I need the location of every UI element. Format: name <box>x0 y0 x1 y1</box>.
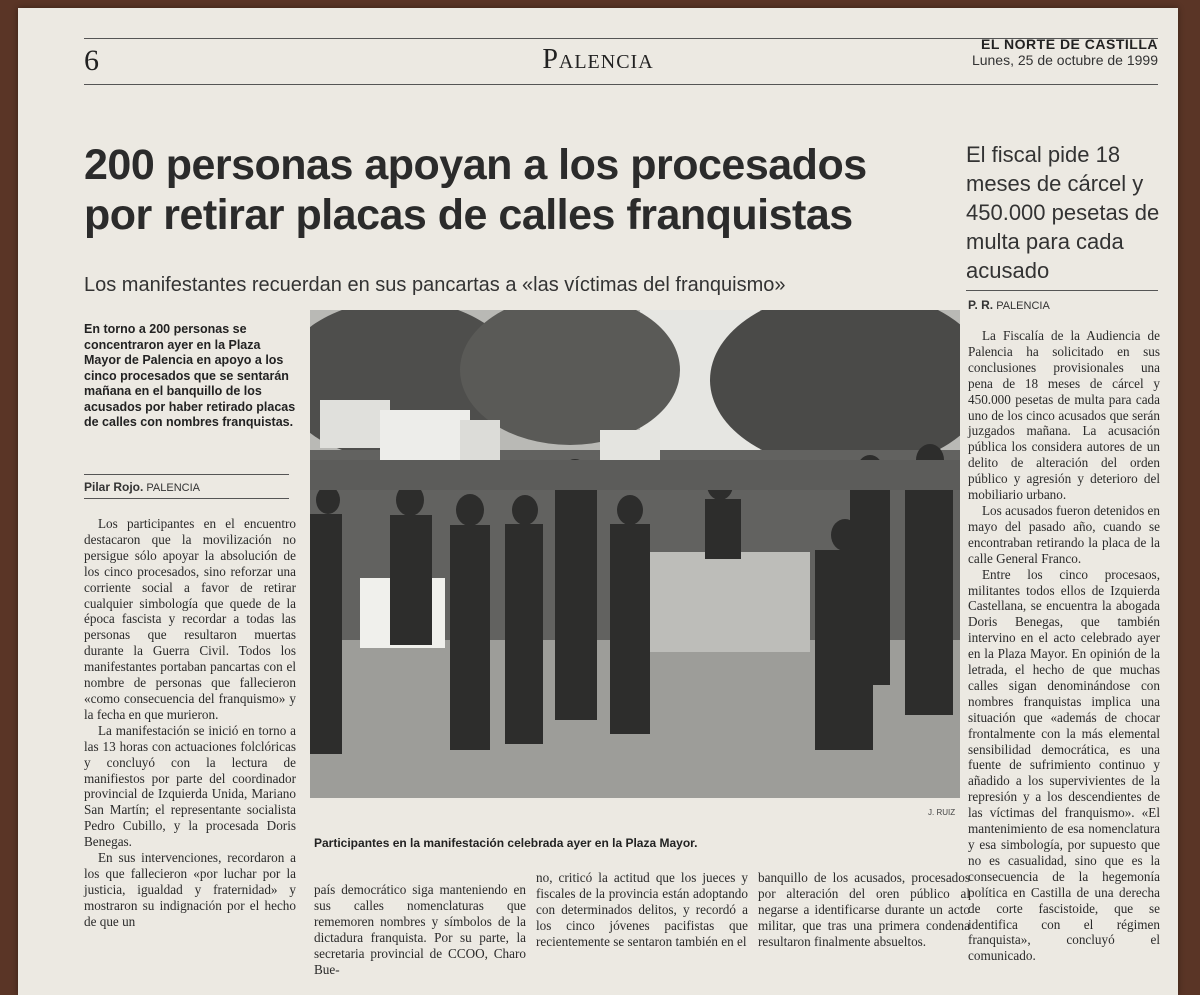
sidebar-headline: El fiscal pide 18 meses de cárcel y 450.000 pesetas de multa para cada acusado <box>966 142 1160 283</box>
sidebar-paragraph: Entre los cinco procesaos, militantes todos ellos de Izquierda Castellana, se encuentra la abogada Doris Benegas, que también intervino en el acto celebrado ayer en la Plaza Mayor. En opinión de la letrada, el hecho de que muchas calles sigan denominándose con nombres franquistas implica una situación que «además de chocar frontalmente con la más elemental sensibilidad democrática, es una fuente de sufrimiento continuo y añadido a los supervivientes de la represión y a los descendientes de las víctimas del franquismo». «El mantenimiento de esa nomenclatura y esa simbología, por supuesto que no es casualidad, sino que es la consecuencia de la hegemonía política en Castilla de una derecha de corte fascistoide, que se identifica con el régimen franquista», concluyó el comunicado. <box>968 566 1160 964</box>
subheadline: Los manifestantes recuerdan en sus pancartas a «las víctimas del franquismo» <box>84 274 786 296</box>
page-number: 6 <box>84 44 99 77</box>
photo-credit: J. RUIZ <box>928 808 956 817</box>
byline-place: PALENCIA <box>146 482 200 494</box>
article-paragraph: Los participantes en el encuentro destacaron que la movilización no persigue sólo apoyar la absolución de los cinco procesados, sino reforzar una corriente social a favor de retirar cualquier simbología que quede de la época fascista y recordar a todas las personas que resultaron muertas durante la Guerra Civil. Todos los manifestantes portaban pancartas con el nombre de personas que fallecieron «como consecuencia del franquismo» y la fecha en que murieron. <box>84 516 296 722</box>
header-rule <box>84 84 1158 85</box>
sidebar-byline <box>968 298 1050 312</box>
sidebar-byline-name: P. R. <box>968 298 994 312</box>
masthead <box>972 36 1158 68</box>
sidebar-rule <box>966 290 1158 291</box>
sidebar-byline-place: PALENCIA <box>996 300 1050 312</box>
article-column-2 <box>314 882 526 977</box>
article-paragraph: banquillo de los acusados, procesados por alteración del oren público al negarse a identificarse durante un acto militar, que tras una primera condena resultaron finalmente absueltos. <box>758 870 970 949</box>
article-column-1 <box>84 516 296 930</box>
article-byline <box>84 480 200 494</box>
newspaper-name: EL NORTE DE CASTILLA <box>981 36 1158 52</box>
article-paragraph: La manifestación se inició en torno a las 13 horas con actuaciones folclóricas y concluyó con la lectura de manifiestos por parte del coordinador provincial de Izquierda Unida, Mariano San Martín; el representante socialista Pedro Cubillo, y la procesada Doris Benegas. <box>84 722 296 850</box>
article-lead: En torno a 200 personas se concentraron ayer en la Plaza Mayor de Palencia en apoyo a los cinco procesados que se sentarán mañana en el banquillo de los acusados por haber retirado placas de calles con nombres franquistas. <box>84 322 296 429</box>
article-column-4 <box>758 870 970 950</box>
article-paragraph: En sus intervenciones, recordaron a los que fallecieron «por luchar por la justicia, igualdad y fraternidad» y mostraron su indignación por el hecho de que un <box>84 850 296 929</box>
sidebar-column <box>968 328 1160 964</box>
lead-rule <box>84 474 289 475</box>
photo-caption: Participantes en la manifestación celebrada ayer en la Plaza Mayor. <box>314 836 698 850</box>
article-paragraph: no, criticó la actitud que los jueces y fiscales de la provincia están adoptando con determinados delitos, y recordó a los cinco jóvenes pacifistas que recientemente se sentaron también en el <box>536 870 748 949</box>
sidebar-paragraph: Los acusados fueron detenidos en mayo del pasado año, cuando se encontraban retirando la placa de la calle General Franco. <box>968 502 1160 566</box>
article-paragraph: país democrático siga manteniendo en sus calles nomenclaturas que rememoren nombres y símbolos de la dictadura franquista. Por su parte, la secretaria provincial de CCOO, Charo Bue- <box>314 882 526 977</box>
newspaper-page <box>18 8 1178 995</box>
news-photo <box>310 310 960 798</box>
crowd-photo-illustration <box>310 310 960 798</box>
byline-name: Pilar Rojo. <box>84 480 144 494</box>
sidebar-paragraph: La Fiscalía de la Audiencia de Palencia ha solicitado en sus conclusiones provisionales una pena de 18 meses de cárcel y 450.000 pesetas de multa para cada uno de los cinco acusados que serán juzgados mañana. La acusación pública los considera autores de un delito de alteración del orden público y agresión y deterioro del mobiliario urbano. <box>968 328 1160 503</box>
section-title: Palencia <box>542 44 654 75</box>
article-column-3 <box>536 870 748 950</box>
issue-date: Lunes, 25 de octubre de 1999 <box>971 52 1158 68</box>
headline-line-2: por retirar placas de calles franquistas <box>84 191 853 239</box>
headline-line-1: 200 personas apoyan a los procesados <box>84 141 867 189</box>
headline <box>84 140 944 240</box>
byline-rule <box>84 498 289 499</box>
